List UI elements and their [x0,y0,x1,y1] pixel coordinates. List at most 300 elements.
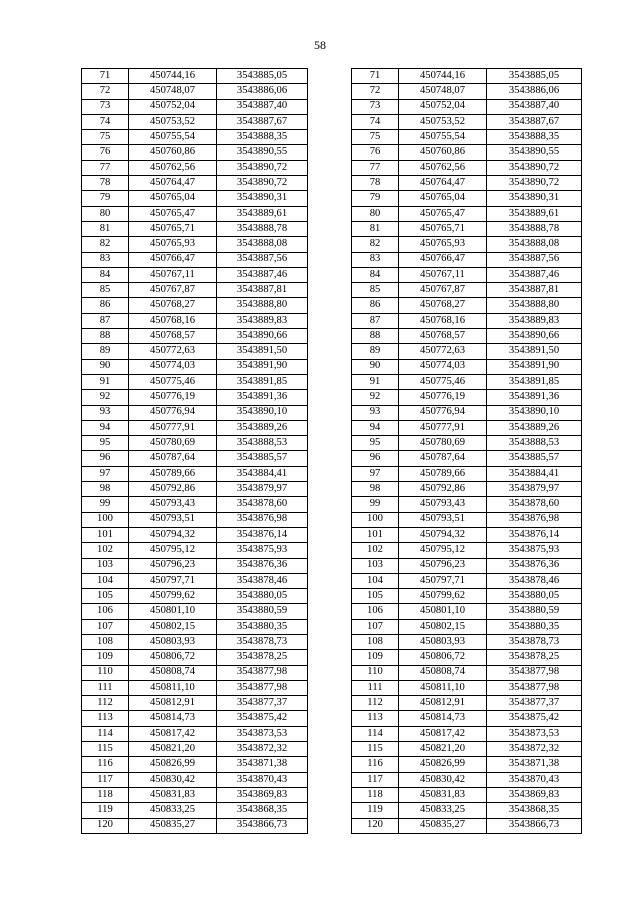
point-number-cell: 99 [352,497,399,512]
y-coordinate-cell: 3543891,85 [487,374,582,389]
y-coordinate-cell: 3543876,14 [217,527,308,542]
point-number-cell: 106 [352,604,399,619]
y-coordinate-cell: 3543888,80 [487,298,582,313]
point-number-cell: 103 [352,558,399,573]
table-row [82,619,582,634]
y-coordinate-cell: 3543871,38 [217,757,308,772]
point-number-cell: 120 [82,818,129,833]
y-coordinate-cell: 3543888,78 [217,221,308,236]
table-row [82,818,582,833]
point-number-cell: 114 [352,726,399,741]
x-coordinate-cell: 450772,63 [129,344,217,359]
x-coordinate-cell: 450772,63 [399,344,487,359]
point-number-cell: 115 [352,742,399,757]
y-coordinate-cell: 3543887,81 [217,283,308,298]
x-coordinate-cell: 450796,23 [129,558,217,573]
column-gap [308,221,352,236]
point-number-cell: 76 [352,145,399,160]
point-number-cell: 74 [352,114,399,129]
x-coordinate-cell: 450776,19 [129,390,217,405]
y-coordinate-cell: 3543880,35 [487,619,582,634]
y-coordinate-cell: 3543875,42 [487,711,582,726]
x-coordinate-cell: 450797,71 [129,573,217,588]
point-number-cell: 86 [352,298,399,313]
y-coordinate-cell: 3543871,38 [487,757,582,772]
y-coordinate-cell: 3543889,83 [487,313,582,328]
point-number-cell: 111 [352,680,399,695]
x-coordinate-cell: 450817,42 [399,726,487,741]
table-row [82,665,582,680]
point-number-cell: 96 [352,451,399,466]
point-number-cell: 73 [82,99,129,114]
column-gap [308,482,352,497]
point-number-cell: 81 [352,221,399,236]
column-gap [308,527,352,542]
x-coordinate-cell: 450780,69 [399,436,487,451]
point-number-cell: 116 [82,757,129,772]
x-coordinate-cell: 450776,94 [399,405,487,420]
table-row [82,787,582,802]
x-coordinate-cell: 450764,47 [399,176,487,191]
column-gap [308,512,352,527]
table-row [82,604,582,619]
point-number-cell: 82 [352,237,399,252]
y-coordinate-cell: 3543884,41 [217,466,308,481]
table-row [82,680,582,695]
x-coordinate-cell: 450755,54 [129,130,217,145]
x-coordinate-cell: 450765,47 [129,206,217,221]
table-row [82,221,582,236]
x-coordinate-cell: 450765,47 [399,206,487,221]
x-coordinate-cell: 450766,47 [129,252,217,267]
point-number-cell: 97 [352,466,399,481]
point-number-cell: 102 [352,543,399,558]
x-coordinate-cell: 450812,91 [399,696,487,711]
x-coordinate-cell: 450801,10 [129,604,217,619]
point-number-cell: 74 [82,114,129,129]
x-coordinate-cell: 450795,12 [129,543,217,558]
x-coordinate-cell: 450755,54 [399,130,487,145]
y-coordinate-cell: 3543891,50 [487,344,582,359]
column-gap [308,329,352,344]
x-coordinate-cell: 450821,20 [399,742,487,757]
point-number-cell: 88 [82,329,129,344]
y-coordinate-cell: 3543888,35 [487,130,582,145]
x-coordinate-cell: 450821,20 [129,742,217,757]
column-gap [308,359,352,374]
column-gap [308,665,352,680]
x-coordinate-cell: 450797,71 [399,573,487,588]
x-coordinate-cell: 450796,23 [399,558,487,573]
column-gap [308,69,352,84]
y-coordinate-cell: 3543868,35 [217,803,308,818]
table-row [82,634,582,649]
column-gap [308,726,352,741]
y-coordinate-cell: 3543877,37 [487,696,582,711]
x-coordinate-cell: 450774,03 [399,359,487,374]
x-coordinate-cell: 450775,46 [399,374,487,389]
x-coordinate-cell: 450774,03 [129,359,217,374]
y-coordinate-cell: 3543888,08 [217,237,308,252]
table-row [82,160,582,175]
y-coordinate-cell: 3543890,10 [487,405,582,420]
point-number-cell: 117 [82,772,129,787]
y-coordinate-cell: 3543891,90 [487,359,582,374]
y-coordinate-cell: 3543876,98 [217,512,308,527]
x-coordinate-cell: 450744,16 [129,69,217,84]
table-row [82,374,582,389]
point-number-cell: 98 [82,482,129,497]
y-coordinate-cell: 3543878,60 [487,497,582,512]
y-coordinate-cell: 3543880,59 [217,604,308,619]
x-coordinate-cell: 450767,11 [399,267,487,282]
point-number-cell: 120 [352,818,399,833]
y-coordinate-cell: 3543890,31 [217,191,308,206]
y-coordinate-cell: 3543872,32 [487,742,582,757]
table-row [82,742,582,757]
y-coordinate-cell: 3543889,61 [217,206,308,221]
x-coordinate-cell: 450799,62 [399,589,487,604]
x-coordinate-cell: 450789,66 [399,466,487,481]
x-coordinate-cell: 450830,42 [129,772,217,787]
column-gap [308,711,352,726]
point-number-cell: 92 [82,390,129,405]
table-row [82,803,582,818]
y-coordinate-cell: 3543878,60 [217,497,308,512]
x-coordinate-cell: 450768,57 [399,329,487,344]
y-coordinate-cell: 3543890,31 [487,191,582,206]
column-gap [308,803,352,818]
column-gap [308,344,352,359]
point-number-cell: 111 [82,680,129,695]
x-coordinate-cell: 450795,12 [399,543,487,558]
point-number-cell: 112 [352,696,399,711]
point-number-cell: 97 [82,466,129,481]
column-gap [308,696,352,711]
point-number-cell: 112 [82,696,129,711]
y-coordinate-cell: 3543866,73 [487,818,582,833]
column-gap [308,114,352,129]
point-number-cell: 116 [352,757,399,772]
column-gap [308,130,352,145]
x-coordinate-cell: 450765,71 [129,221,217,236]
point-number-cell: 95 [82,436,129,451]
x-coordinate-cell: 450776,19 [399,390,487,405]
column-gap [308,374,352,389]
point-number-cell: 118 [82,787,129,802]
x-coordinate-cell: 450765,04 [399,191,487,206]
point-number-cell: 98 [352,482,399,497]
x-coordinate-cell: 450765,93 [129,237,217,252]
column-gap [308,160,352,175]
y-coordinate-cell: 3543888,80 [217,298,308,313]
y-coordinate-cell: 3543889,83 [217,313,308,328]
y-coordinate-cell: 3543877,98 [217,665,308,680]
y-coordinate-cell: 3543880,35 [217,619,308,634]
point-number-cell: 107 [82,619,129,634]
x-coordinate-cell: 450803,93 [399,634,487,649]
y-coordinate-cell: 3543887,40 [217,99,308,114]
point-number-cell: 72 [82,84,129,99]
point-number-cell: 89 [82,344,129,359]
point-number-cell: 96 [82,451,129,466]
x-coordinate-cell: 450760,86 [399,145,487,160]
coordinates-table [81,68,582,834]
x-coordinate-cell: 450765,93 [399,237,487,252]
point-number-cell: 93 [352,405,399,420]
x-coordinate-cell: 450767,87 [399,283,487,298]
column-gap [308,787,352,802]
point-number-cell: 92 [352,390,399,405]
y-coordinate-cell: 3543890,72 [217,176,308,191]
column-gap [308,283,352,298]
point-number-cell: 71 [82,69,129,84]
x-coordinate-cell: 450792,86 [129,482,217,497]
y-coordinate-cell: 3543877,37 [217,696,308,711]
column-gap [308,420,352,435]
x-coordinate-cell: 450833,25 [129,803,217,818]
column-gap [308,84,352,99]
y-coordinate-cell: 3543891,36 [487,390,582,405]
point-number-cell: 102 [82,543,129,558]
x-coordinate-cell: 450831,83 [399,787,487,802]
table-row [82,482,582,497]
y-coordinate-cell: 3543890,55 [217,145,308,160]
y-coordinate-cell: 3543869,83 [217,787,308,802]
table-row [82,405,582,420]
x-coordinate-cell: 450808,74 [399,665,487,680]
x-coordinate-cell: 450775,46 [129,374,217,389]
table-row [82,359,582,374]
point-number-cell: 104 [82,573,129,588]
x-coordinate-cell: 450835,27 [129,818,217,833]
table-row [82,512,582,527]
y-coordinate-cell: 3543887,46 [217,267,308,282]
table-row [82,283,582,298]
column-gap [308,680,352,695]
x-coordinate-cell: 450826,99 [399,757,487,772]
y-coordinate-cell: 3543873,53 [217,726,308,741]
y-coordinate-cell: 3543887,81 [487,283,582,298]
table-row [82,589,582,604]
column-gap [308,145,352,160]
point-number-cell: 78 [82,176,129,191]
x-coordinate-cell: 450792,86 [399,482,487,497]
point-number-cell: 107 [352,619,399,634]
y-coordinate-cell: 3543887,56 [217,252,308,267]
point-number-cell: 94 [352,420,399,435]
x-coordinate-cell: 450793,51 [399,512,487,527]
x-coordinate-cell: 450835,27 [399,818,487,833]
y-coordinate-cell: 3543873,53 [487,726,582,741]
y-coordinate-cell: 3543889,26 [217,420,308,435]
x-coordinate-cell: 450811,10 [399,680,487,695]
y-coordinate-cell: 3543870,43 [217,772,308,787]
point-number-cell: 85 [352,283,399,298]
x-coordinate-cell: 450833,25 [399,803,487,818]
point-number-cell: 95 [352,436,399,451]
y-coordinate-cell: 3543890,72 [217,160,308,175]
point-number-cell: 99 [82,497,129,512]
x-coordinate-cell: 450780,69 [129,436,217,451]
point-number-cell: 77 [352,160,399,175]
column-gap [308,313,352,328]
table-row [82,130,582,145]
x-coordinate-cell: 450811,10 [129,680,217,695]
y-coordinate-cell: 3543877,98 [217,680,308,695]
point-number-cell: 85 [82,283,129,298]
y-coordinate-cell: 3543890,72 [487,176,582,191]
y-coordinate-cell: 3543891,36 [217,390,308,405]
x-coordinate-cell: 450794,32 [399,527,487,542]
column-gap [308,573,352,588]
point-number-cell: 86 [82,298,129,313]
x-coordinate-cell: 450753,52 [399,114,487,129]
table-row [82,726,582,741]
y-coordinate-cell: 3543890,66 [217,329,308,344]
y-coordinate-cell: 3543890,55 [487,145,582,160]
column-gap [308,589,352,604]
x-coordinate-cell: 450768,16 [129,313,217,328]
x-coordinate-cell: 450767,87 [129,283,217,298]
point-number-cell: 79 [82,191,129,206]
y-coordinate-cell: 3543880,59 [487,604,582,619]
point-number-cell: 71 [352,69,399,84]
x-coordinate-cell: 450808,74 [129,665,217,680]
column-gap [308,619,352,634]
point-number-cell: 79 [352,191,399,206]
y-coordinate-cell: 3543887,56 [487,252,582,267]
x-coordinate-cell: 450764,47 [129,176,217,191]
table-row [82,573,582,588]
y-coordinate-cell: 3543876,36 [487,558,582,573]
table-row [82,206,582,221]
table-row [82,543,582,558]
point-number-cell: 100 [352,512,399,527]
x-coordinate-cell: 450768,27 [129,298,217,313]
x-coordinate-cell: 450806,72 [129,650,217,665]
point-number-cell: 83 [352,252,399,267]
x-coordinate-cell: 450831,83 [129,787,217,802]
point-number-cell: 82 [82,237,129,252]
y-coordinate-cell: 3543888,53 [217,436,308,451]
y-coordinate-cell: 3543880,05 [217,589,308,604]
y-coordinate-cell: 3543889,26 [487,420,582,435]
point-number-cell: 87 [352,313,399,328]
point-number-cell: 89 [352,344,399,359]
y-coordinate-cell: 3543888,78 [487,221,582,236]
x-coordinate-cell: 450752,04 [399,99,487,114]
x-coordinate-cell: 450787,64 [399,451,487,466]
x-coordinate-cell: 450744,16 [399,69,487,84]
point-number-cell: 72 [352,84,399,99]
point-number-cell: 94 [82,420,129,435]
column-gap [308,99,352,114]
column-gap [308,436,352,451]
x-coordinate-cell: 450812,91 [129,696,217,711]
point-number-cell: 88 [352,329,399,344]
table-row [82,772,582,787]
y-coordinate-cell: 3543889,61 [487,206,582,221]
x-coordinate-cell: 450768,16 [399,313,487,328]
y-coordinate-cell: 3543876,14 [487,527,582,542]
point-number-cell: 108 [352,634,399,649]
x-coordinate-cell: 450776,94 [129,405,217,420]
x-coordinate-cell: 450793,43 [399,497,487,512]
x-coordinate-cell: 450806,72 [399,650,487,665]
point-number-cell: 110 [82,665,129,680]
point-number-cell: 75 [352,130,399,145]
x-coordinate-cell: 450753,52 [129,114,217,129]
point-number-cell: 91 [82,374,129,389]
point-number-cell: 90 [352,359,399,374]
table-row [82,84,582,99]
table-row [82,711,582,726]
x-coordinate-cell: 450768,27 [399,298,487,313]
y-coordinate-cell: 3543879,97 [487,482,582,497]
column-gap [308,742,352,757]
point-number-cell: 87 [82,313,129,328]
table-row [82,145,582,160]
y-coordinate-cell: 3543884,41 [487,466,582,481]
point-number-cell: 80 [352,206,399,221]
point-number-cell: 81 [82,221,129,236]
table-row [82,757,582,772]
point-number-cell: 110 [352,665,399,680]
column-gap [308,604,352,619]
table-row [82,191,582,206]
point-number-cell: 108 [82,634,129,649]
x-coordinate-cell: 450789,66 [129,466,217,481]
point-number-cell: 101 [352,527,399,542]
x-coordinate-cell: 450794,32 [129,527,217,542]
page-number: 58 [314,38,326,52]
y-coordinate-cell: 3543887,46 [487,267,582,282]
x-coordinate-cell: 450766,47 [399,252,487,267]
y-coordinate-cell: 3543887,67 [217,114,308,129]
x-coordinate-cell: 450814,73 [399,711,487,726]
x-coordinate-cell: 450762,56 [399,160,487,175]
point-number-cell: 93 [82,405,129,420]
table-row [82,252,582,267]
table-row [82,420,582,435]
y-coordinate-cell: 3543888,35 [217,130,308,145]
column-gap [308,206,352,221]
y-coordinate-cell: 3543878,73 [487,634,582,649]
x-coordinate-cell: 450802,15 [399,619,487,634]
point-number-cell: 100 [82,512,129,527]
table-row [82,650,582,665]
table-row [82,99,582,114]
point-number-cell: 78 [352,176,399,191]
x-coordinate-cell: 450803,93 [129,634,217,649]
x-coordinate-cell: 450826,99 [129,757,217,772]
x-coordinate-cell: 450801,10 [399,604,487,619]
x-coordinate-cell: 450762,56 [129,160,217,175]
x-coordinate-cell: 450830,42 [399,772,487,787]
table-row [82,237,582,252]
point-number-cell: 77 [82,160,129,175]
y-coordinate-cell: 3543868,35 [487,803,582,818]
table-row [82,114,582,129]
y-coordinate-cell: 3543885,57 [487,451,582,466]
column-gap [308,634,352,649]
y-coordinate-cell: 3543890,10 [217,405,308,420]
point-number-cell: 91 [352,374,399,389]
y-coordinate-cell: 3543875,93 [487,543,582,558]
y-coordinate-cell: 3543885,05 [217,69,308,84]
x-coordinate-cell: 450802,15 [129,619,217,634]
